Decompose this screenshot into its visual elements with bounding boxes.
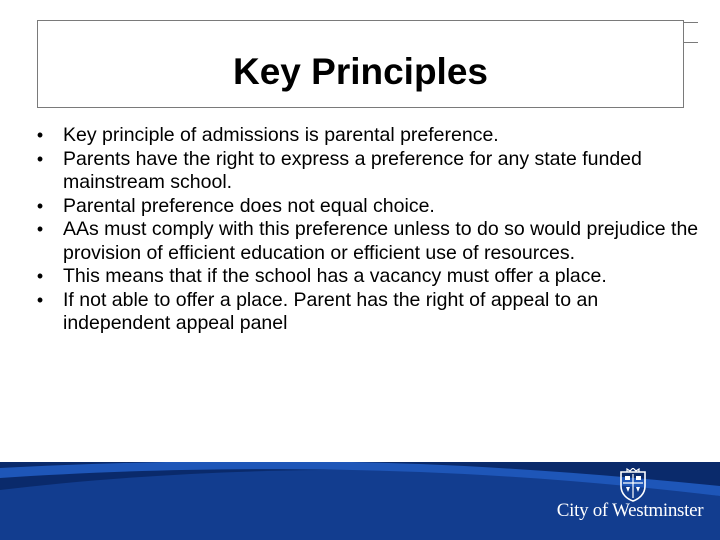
bullet-text: Key principle of admissions is parental preference. xyxy=(63,124,499,146)
city-of-westminster-logo xyxy=(555,468,705,532)
bullet-icon: • xyxy=(36,289,44,310)
logo-text: City of Westminster xyxy=(556,500,704,521)
bullet-text: Parents have the right to express a preference for any state funded mainstream school. xyxy=(63,147,642,193)
bullet-item xyxy=(30,265,700,289)
bullet-item xyxy=(30,148,700,195)
bullet-icon: • xyxy=(36,148,44,169)
bullet-item xyxy=(30,195,700,219)
bullet-item xyxy=(30,218,700,265)
bullet-list xyxy=(30,124,700,336)
bullet-item xyxy=(30,289,700,336)
title-corner-line-top xyxy=(684,22,698,23)
bullet-icon: • xyxy=(36,219,44,239)
slide-title: Key Principles xyxy=(232,51,488,92)
city-crest-icon xyxy=(617,468,649,502)
bullet-icon: • xyxy=(36,266,44,286)
title-box xyxy=(37,20,684,108)
bullet-item xyxy=(30,124,700,148)
bullet-icon: • xyxy=(36,195,44,216)
bullet-icon: • xyxy=(36,125,44,145)
title-corner-line-bottom xyxy=(684,42,698,43)
bullet-text: If not able to offer a place. Parent has the right of appeal to an independent appeal panel xyxy=(63,288,599,334)
bullet-text: AAs must comply with this preference unless to do so would prejudice the provision of efficient education or efficient use of resources. xyxy=(63,218,699,264)
bullet-text: This means that if the school has a vacancy must offer a place. xyxy=(63,265,607,287)
bullet-text: Parental preference does not equal choice. xyxy=(63,194,435,217)
